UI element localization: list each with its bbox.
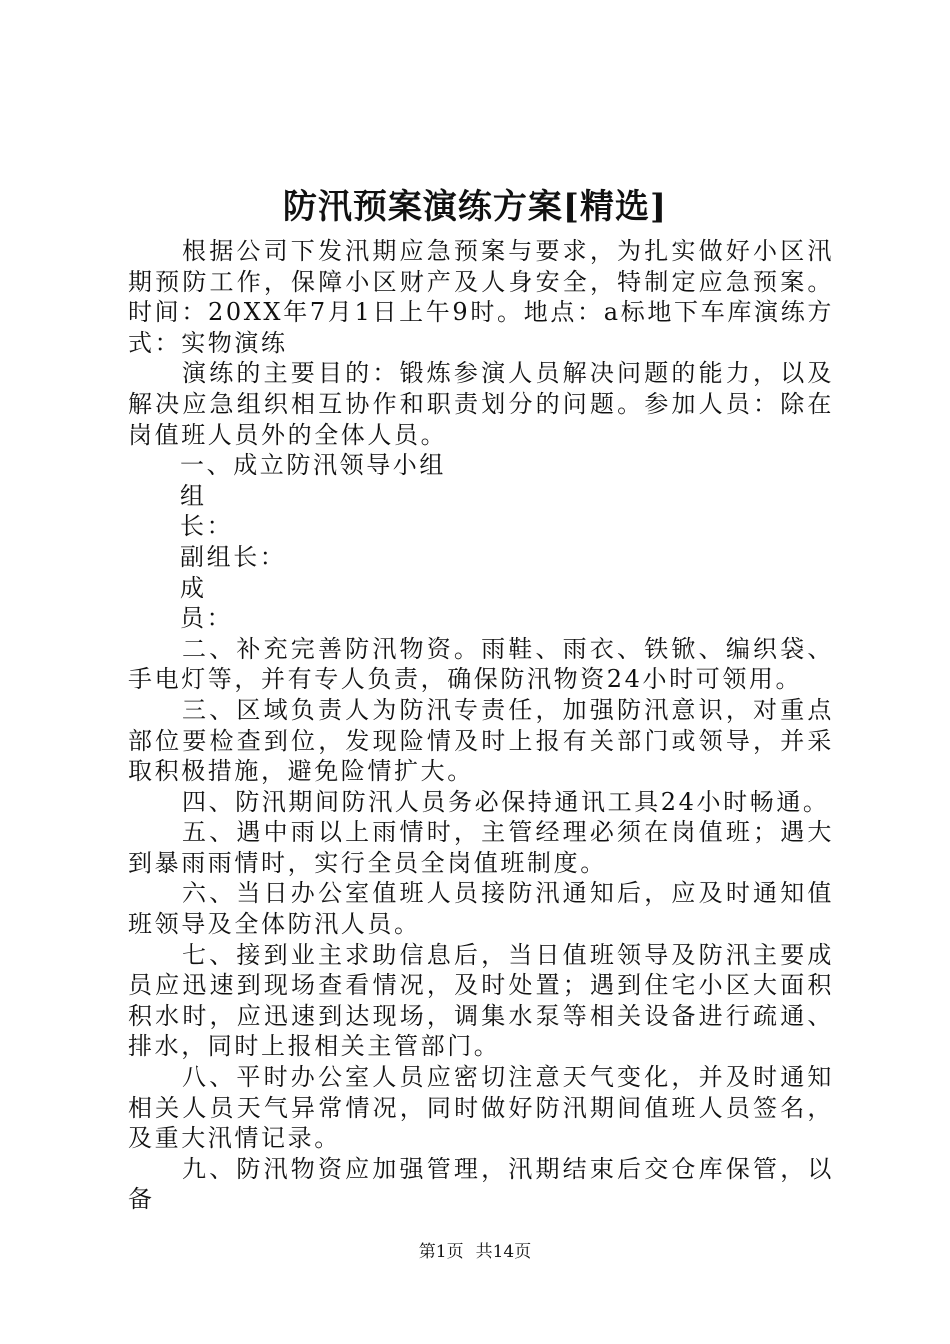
paragraph-purpose: 演练的主要目的：锻炼参演人员解决问题的能力，以及解决应急组织相互协作和职责划分的问题。参加人员：除在岗值班人员外的全体人员。 [128, 359, 834, 449]
paragraph-section-8: 八、平时办公室人员应密切注意天气变化，并及时通知相关人员天气异常情况，同时做好防汛期间值班人员签名，及重大汛情记录。 [128, 1063, 834, 1153]
paragraph-section-9: 九、防汛物资应加强管理，汛期结束后交仓库保管，以备 [128, 1154, 834, 1214]
document-body [128, 236, 834, 1215]
paragraph-section-2: 二、补充完善防汛物资。雨鞋、雨衣、铁锨、编织袋、手电灯等，并有专人负责，确保防汛物资24小时可领用。 [128, 634, 834, 694]
paragraph-intro: 根据公司下发汛期应急预案与要求，为扎实做好小区汛期预防工作，保障小区财产及人身安全，特制定应急预案。时间：20XX年7月1日上午9时。地点：a标地下车库演练方式：实物演练 [128, 237, 834, 357]
paragraph-section-5: 五、遇中雨以上雨情时，主管经理必须在岗值班；遇大到暴雨雨情时，实行全员全岗值班制度。 [128, 818, 834, 877]
paragraph-section-4: 四、防汛期间防汛人员务必保持通讯工具24小时畅通。 [182, 787, 830, 816]
page-footer [0, 1240, 950, 1264]
page-number-total: 共14页 [475, 1242, 532, 1262]
paragraph-section-7: 七、接到业主求助信息后，当日值班领导及防汛主要成员应迅速到现场查看情况，及时处置；遇到住宅小区大面积积水时，应迅速到达现场，调集水泵等相关设备进行疏通、排水，同时上报相关主管部门。 [128, 940, 834, 1061]
document-title: 防汛预案演练方案[精选] [282, 187, 668, 227]
field-members: 成员： [180, 573, 234, 633]
page-number-current: 第1页 [418, 1242, 464, 1262]
paragraph-section-3: 三、区域负责人为防汛专责任，加强防汛意识，对重点部位要检查到位，发现险情及时上报有关部门或领导，并采取积极措施，避免险情扩大。 [128, 695, 834, 786]
paragraph-section-6: 六、当日办公室值班人员接防汛通知后，应及时通知值班领导及全体防汛人员。 [128, 879, 834, 939]
field-group-leader: 组长： [180, 481, 234, 541]
paragraph-section-1: 一、成立防汛领导小组 [180, 451, 446, 480]
field-deputy-leader: 副组长： [180, 542, 287, 571]
